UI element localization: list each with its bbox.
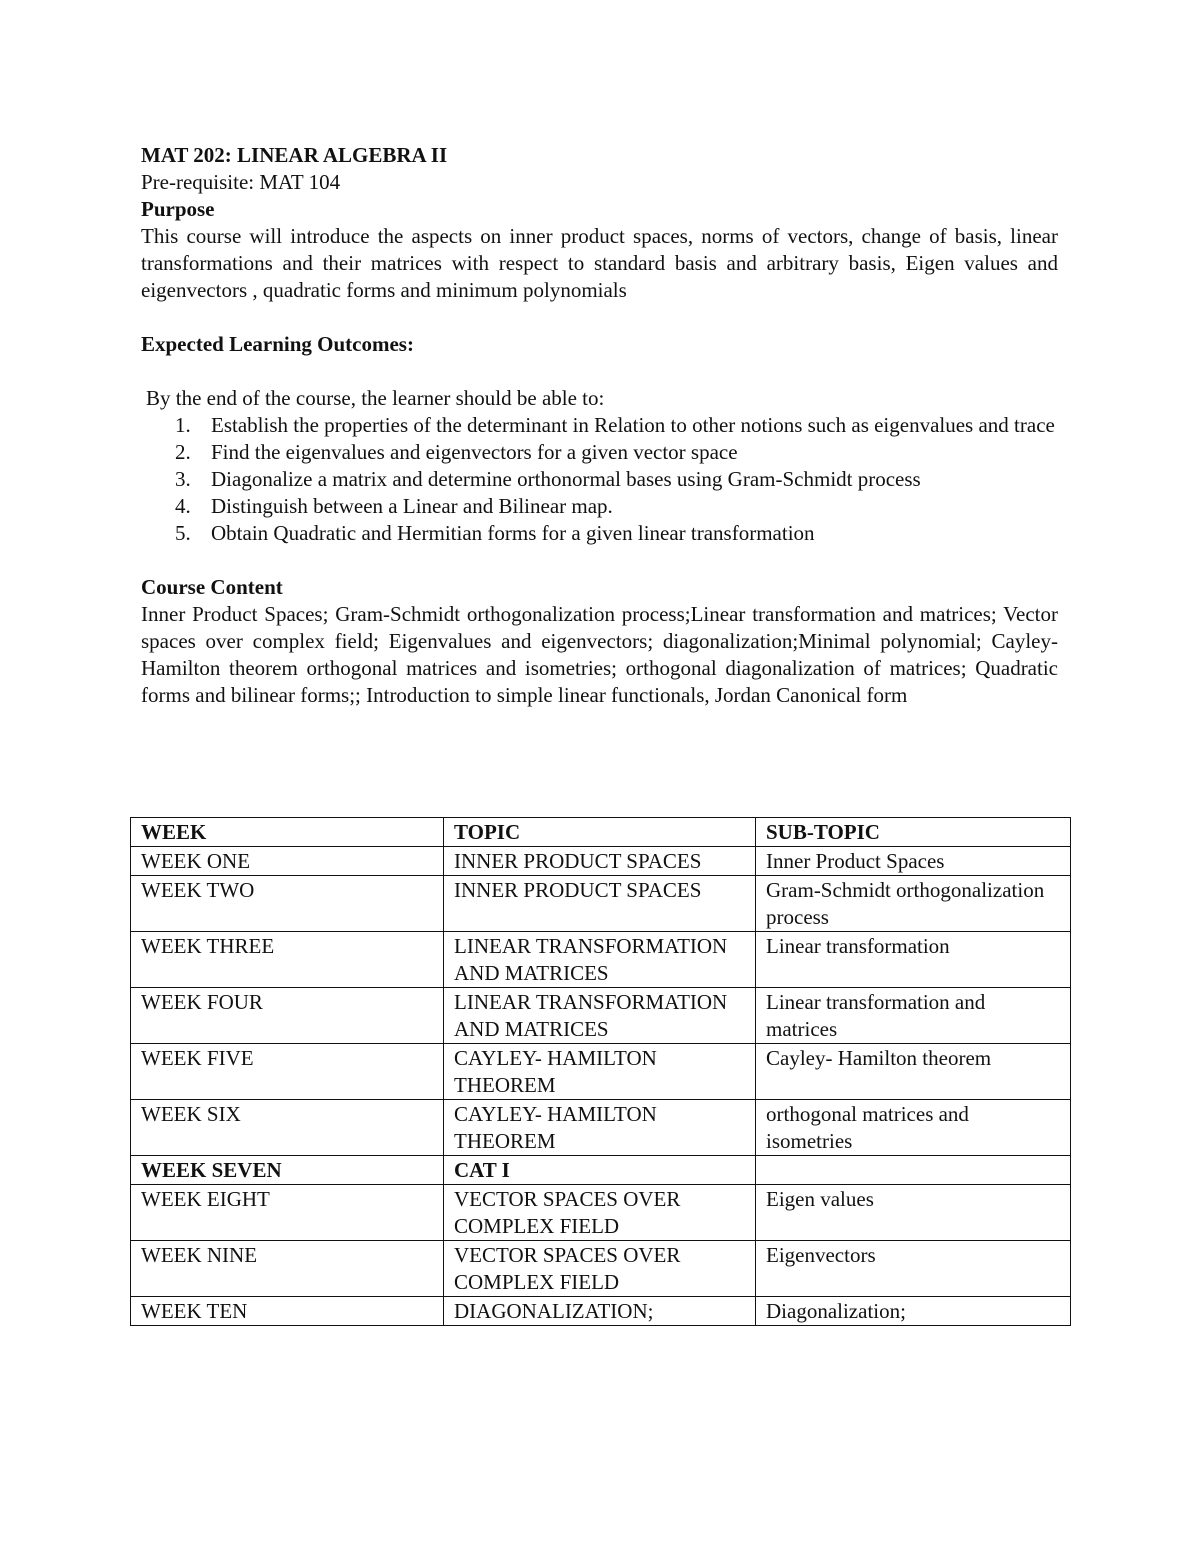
table-row	[131, 1241, 1071, 1297]
table-cell: WEEK SIX	[131, 1100, 444, 1156]
table-cell: WEEK TEN	[131, 1297, 444, 1326]
table-cell: CAT I	[444, 1156, 756, 1185]
table-cell: WEEK FOUR	[131, 988, 444, 1044]
list-number: 2.	[175, 440, 191, 464]
table-row	[131, 847, 1071, 876]
table-row	[131, 1185, 1071, 1241]
table-cell: Diagonalization;	[756, 1297, 1071, 1326]
list-number: 1.	[175, 413, 191, 437]
purpose-heading: Purpose	[141, 197, 215, 221]
table-cell: VECTOR SPACES OVER COMPLEX FIELD	[444, 1241, 756, 1297]
table-cell: Linear transformation and matrices	[756, 988, 1071, 1044]
table-cell: Inner Product Spaces	[756, 847, 1071, 876]
table-row	[131, 1044, 1071, 1100]
table-cell: Linear transformation	[756, 932, 1071, 988]
list-item	[141, 466, 1058, 493]
list-item	[141, 439, 1058, 466]
list-number: 3.	[175, 467, 191, 491]
table-cell: CAYLEY- HAMILTON THEOREM	[444, 1100, 756, 1156]
document-page	[141, 142, 1058, 709]
purpose-text: This course will introduce the aspects on inner product spaces, norms of vectors, change of basis, linear transformations and their matrices with respect to standard basis and arbitrary basis, Eigen values and eigenvectors , quadratic forms and minimum polynomials	[141, 224, 1058, 302]
header-cell-topic: TOPIC	[444, 818, 756, 847]
list-text: Diagonalize a matrix and determine orthonormal bases using Gram-Schmidt process	[211, 467, 921, 491]
prerequisite-line: Pre-requisite: MAT 104	[141, 170, 341, 194]
table-cell: orthogonal matrices and isometries	[756, 1100, 1071, 1156]
table-cell: INNER PRODUCT SPACES	[444, 847, 756, 876]
schedule-table	[130, 817, 1071, 1326]
table-cell: WEEK SEVEN	[131, 1156, 444, 1185]
list-item	[141, 520, 1058, 547]
table-cell: LINEAR TRANSFORMATION AND MATRICES	[444, 932, 756, 988]
list-number: 4.	[175, 494, 191, 518]
table-cell: WEEK NINE	[131, 1241, 444, 1297]
table-cell: WEEK EIGHT	[131, 1185, 444, 1241]
table-cell: DIAGONALIZATION;	[444, 1297, 756, 1326]
table-row	[131, 1100, 1071, 1156]
table-header-row	[131, 818, 1071, 847]
table-cell: LINEAR TRANSFORMATION AND MATRICES	[444, 988, 756, 1044]
spacer	[141, 304, 1058, 331]
list-text: Obtain Quadratic and Hermitian forms for a given linear transformation	[211, 521, 815, 545]
list-number: 5.	[175, 521, 191, 545]
table-cell: Eigenvectors	[756, 1241, 1071, 1297]
outcomes-intro: By the end of the course, the learner should be able to:	[146, 386, 605, 410]
list-text: Find the eigenvalues and eigenvectors for a given vector space	[211, 440, 738, 464]
table-cell: INNER PRODUCT SPACES	[444, 876, 756, 932]
table-cell: WEEK TWO	[131, 876, 444, 932]
spacer	[141, 547, 1058, 574]
list-item	[141, 412, 1058, 439]
table-cell: WEEK ONE	[131, 847, 444, 876]
table-cell: WEEK THREE	[131, 932, 444, 988]
header-cell-subtopic: SUB-TOPIC	[756, 818, 1071, 847]
table-cell: CAYLEY- HAMILTON THEOREM	[444, 1044, 756, 1100]
list-text: Distinguish between a Linear and Bilinear map.	[211, 494, 613, 518]
spacer	[141, 358, 1058, 385]
table-row	[131, 1156, 1071, 1185]
course-title: MAT 202: LINEAR ALGEBRA II	[141, 143, 448, 167]
table-row	[131, 932, 1071, 988]
content-heading: Course Content	[141, 575, 283, 599]
content-text: Inner Product Spaces; Gram-Schmidt orthogonalization process;Linear transformation and matrices; Vector spaces over complex field; Eigenvalues and eigenvectors; diagonalization;Minimal polynomial; Cayley- Hamilton theorem orthogonal matrices and isometries; orthogonal diagonalization of matrices; Quadratic forms and bilinear forms;; Introduction to simple linear functionals, Jordan Canonical form	[141, 602, 1058, 707]
table-cell: Eigen values	[756, 1185, 1071, 1241]
table-cell: Cayley- Hamilton theorem	[756, 1044, 1071, 1100]
list-item	[141, 493, 1058, 520]
header-cell-week: WEEK	[131, 818, 444, 847]
table-cell: VECTOR SPACES OVER COMPLEX FIELD	[444, 1185, 756, 1241]
outcomes-heading: Expected Learning Outcomes:	[141, 332, 414, 356]
outcomes-list	[141, 412, 1058, 547]
table-row	[131, 1297, 1071, 1326]
table-row	[131, 988, 1071, 1044]
table-cell: Gram-Schmidt orthogonalization process	[756, 876, 1071, 932]
table-cell: WEEK FIVE	[131, 1044, 444, 1100]
list-text: Establish the properties of the determinant in Relation to other notions such as eigenvalues and trace	[211, 413, 1055, 437]
table-cell	[756, 1156, 1071, 1185]
table-row	[131, 876, 1071, 932]
